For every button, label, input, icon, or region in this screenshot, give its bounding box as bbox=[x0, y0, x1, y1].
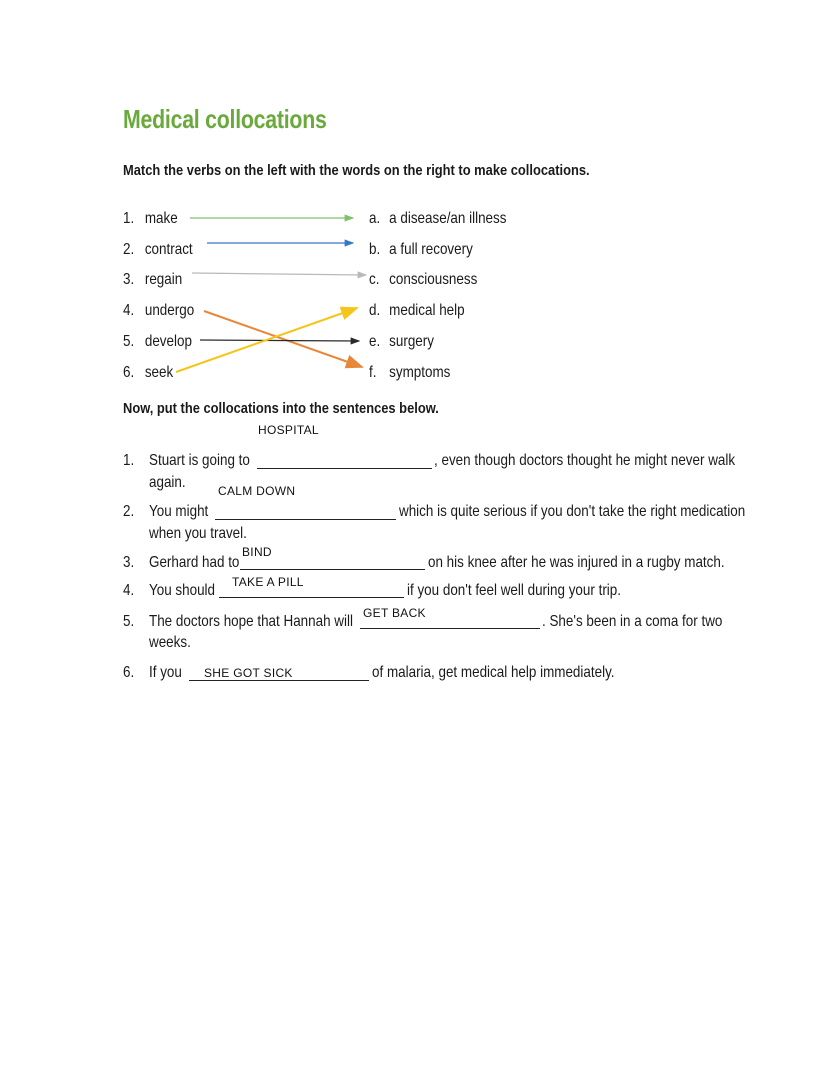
handwritten-answer-3: BIND bbox=[242, 545, 272, 559]
handwritten-answer-4: TAKE A PILL bbox=[232, 575, 304, 589]
verb-text: contract bbox=[144, 241, 193, 258]
verb-number: 3. bbox=[123, 271, 135, 288]
answer-blank-2[interactable] bbox=[215, 519, 396, 520]
sentence-2-end: which is quite serious if you don't take the right medication bbox=[399, 503, 746, 520]
noun-letter: b. bbox=[369, 241, 381, 258]
answer-blank-5[interactable] bbox=[360, 628, 540, 629]
verb-number: 2. bbox=[123, 241, 135, 258]
sentence-4-number: 4. bbox=[123, 582, 135, 599]
answer-blank-4[interactable] bbox=[219, 597, 404, 598]
sentence-1-continuation: again. bbox=[149, 474, 186, 491]
sentence-4-end: if you don't feel well during your trip. bbox=[407, 582, 621, 599]
handwritten-answer-5: GET BACK bbox=[363, 606, 426, 620]
verb-number: 6. bbox=[123, 364, 135, 381]
sentence-3-end: on his knee after he was injured in a rugby match. bbox=[428, 554, 725, 571]
noun-text: medical help bbox=[389, 302, 465, 319]
sentence-1-start: Stuart is going to bbox=[149, 452, 250, 469]
noun-text: consciousness bbox=[389, 271, 478, 288]
page-title: Medical collocations bbox=[123, 104, 327, 134]
sentence-6-end: of malaria, get medical help immediately. bbox=[372, 664, 615, 681]
arrow-develop-to-e bbox=[200, 340, 359, 341]
sentence-1-end: , even though doctors thought he might never walk bbox=[434, 452, 736, 469]
sentence-6-start: If you bbox=[149, 664, 182, 681]
sentence-3-start: Gerhard had to bbox=[149, 554, 240, 571]
sentence-3-number: 3. bbox=[123, 554, 135, 571]
arrow-regain-to-c bbox=[192, 273, 366, 275]
noun-letter: f. bbox=[369, 364, 377, 381]
sentence-2-continuation: when you travel. bbox=[149, 525, 247, 542]
sentence-2-number: 2. bbox=[123, 503, 135, 520]
verb-text: develop bbox=[144, 333, 192, 350]
sentence-2-start: You might bbox=[149, 503, 209, 520]
handwritten-answer-6: SHE GOT SICK bbox=[204, 666, 293, 680]
arrow-undergo-to-f bbox=[204, 311, 362, 367]
answer-blank-3[interactable] bbox=[240, 569, 425, 570]
noun-text: a disease/an illness bbox=[389, 210, 507, 227]
verb-text: undergo bbox=[144, 302, 195, 319]
sentence-1-number: 1. bbox=[123, 452, 135, 469]
answer-blank-1[interactable] bbox=[257, 468, 432, 469]
noun-text: a full recovery bbox=[389, 241, 473, 258]
verb-number: 5. bbox=[123, 333, 135, 350]
noun-letter: e. bbox=[369, 333, 381, 350]
noun-letter: c. bbox=[369, 271, 380, 288]
sentence-5-number: 5. bbox=[123, 613, 135, 630]
sentence-5-continuation: weeks. bbox=[149, 634, 191, 651]
answer-blank-6[interactable] bbox=[189, 680, 369, 681]
sentence-5-start: The doctors hope that Hannah will bbox=[149, 613, 353, 630]
noun-letter: d. bbox=[369, 302, 381, 319]
noun-text: symptoms bbox=[389, 364, 451, 381]
handwritten-answer-1: HOSPITAL bbox=[258, 423, 319, 437]
sentence-4-start: You should bbox=[149, 582, 216, 599]
noun-letter: a. bbox=[369, 210, 381, 227]
verb-text: make bbox=[144, 210, 178, 227]
handwritten-answer-2: CALM DOWN bbox=[218, 484, 296, 498]
matching-arrows bbox=[0, 0, 828, 420]
verb-text: regain bbox=[144, 271, 183, 288]
match-instruction: Match the verbs on the left with the words on the right to make collocations. bbox=[123, 162, 590, 179]
noun-text: surgery bbox=[389, 333, 434, 350]
verb-number: 4. bbox=[123, 302, 135, 319]
sentence-5-end: . She's been in a coma for two bbox=[542, 613, 723, 630]
verb-number: 1. bbox=[123, 210, 135, 227]
verb-text: seek bbox=[144, 364, 174, 381]
sentence-6-number: 6. bbox=[123, 664, 135, 681]
sentences-instruction: Now, put the collocations into the sentences below. bbox=[123, 400, 439, 417]
